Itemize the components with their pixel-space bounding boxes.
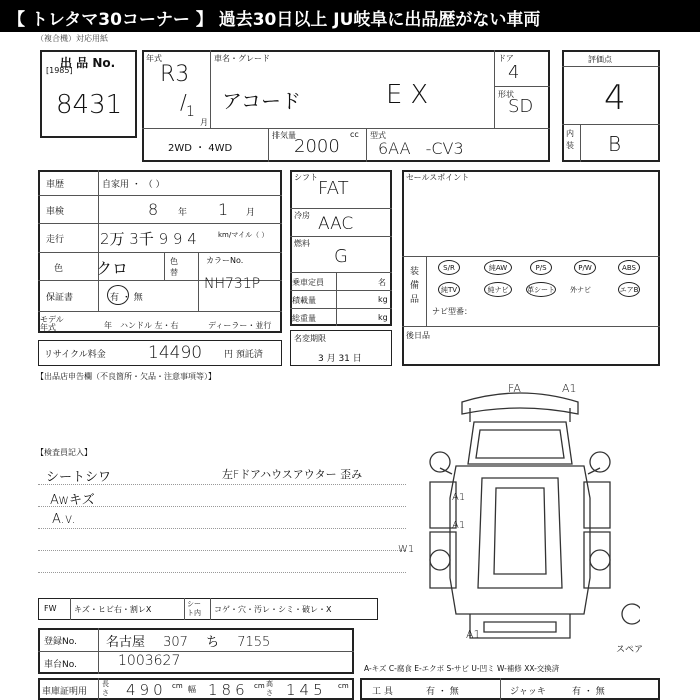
damage-mark-a1-left-1: A1: [452, 492, 466, 503]
model-label: 型式: [370, 131, 386, 140]
color-code-label: カラーNo.: [206, 256, 244, 265]
option-ext-navi: 外ナビ: [570, 286, 591, 294]
year-slash: /: [180, 90, 187, 114]
chassis-value: 1003627: [118, 653, 181, 669]
fw-items: キズ・ヒビ右・割レX: [74, 605, 152, 614]
warranty-value: 有 ・ 無: [110, 293, 143, 303]
recycle-label: リサイクル料金: [44, 350, 106, 360]
drive-type: 2WD ・ 4WD: [168, 143, 233, 154]
lot-number: 8431: [56, 90, 123, 120]
damage-mark-a1-rear: A1: [466, 628, 481, 641]
width-unit: cm: [254, 682, 265, 690]
inspection-month-unit: 月: [246, 208, 256, 218]
length-unit: cm: [172, 682, 183, 690]
ac-label: 冷房: [294, 211, 310, 220]
color-label: 色: [54, 264, 64, 274]
history-value: 自家用 ・ （ ）: [102, 180, 165, 190]
dealer-type: ディーラー・並行: [208, 321, 272, 330]
interior-label: 内装: [566, 129, 574, 150]
handle-side: ハンドル 左・右: [120, 321, 179, 330]
mileage-label: 走行: [46, 235, 65, 245]
fuel-value: G: [334, 246, 348, 267]
option-navi: 純ナビ: [484, 282, 512, 297]
height-unit: cm: [338, 682, 349, 690]
model-value: 6AA -CV3: [378, 139, 464, 158]
length-label: 長さ: [102, 680, 109, 697]
interior-value: B: [608, 132, 622, 156]
option-abs: ABS: [618, 260, 640, 275]
color-code-value: NH731P: [204, 276, 261, 292]
fuel-label: 燃料: [294, 239, 310, 248]
inspection-year-unit: 年: [178, 208, 188, 218]
name-change-value: 3 月 31 日: [318, 354, 362, 364]
option-leather: 革シート: [526, 282, 556, 297]
inspector-line2: Awキズ: [50, 493, 95, 508]
damage-mark-w1: W1: [398, 544, 415, 555]
mileage-unit: km/マイル（ ）: [218, 231, 269, 239]
width-label: 幅: [188, 685, 196, 694]
doors-value: 4: [508, 62, 520, 83]
history-label: 車歴: [46, 180, 65, 190]
year-label: 年式: [146, 54, 162, 63]
width-value: 186: [208, 681, 249, 699]
option-ps: P/S: [530, 260, 552, 275]
shift-label: シフト: [294, 173, 318, 182]
displacement-label: 排気量: [272, 131, 296, 140]
option-pw: P/W: [574, 260, 596, 275]
fw-label: FW: [44, 604, 57, 613]
weight-label: 総重量: [292, 314, 316, 323]
model-year-label: モデル年式: [40, 315, 64, 332]
name-change-label: 名変期限: [294, 334, 326, 343]
form-subtitle: （複合機）対応用紙: [36, 34, 108, 43]
score-label: 評価点: [588, 55, 612, 64]
load-unit: kg: [378, 295, 388, 304]
jack-label: ジャッキ: [510, 687, 546, 697]
option-sunroof: S/R: [438, 260, 460, 275]
car-diagram: [400, 378, 640, 658]
year-value: R3: [160, 62, 190, 87]
doors-label: ドア: [498, 54, 514, 63]
header-title: 【 トレタマ30コーナー 】 過去30日以上 JU岐阜に出品歴がない車両: [8, 10, 541, 30]
month-value: 1: [186, 104, 195, 120]
sales-point-label: セールスポイント: [406, 173, 470, 182]
inspector-line3: A.v.: [52, 512, 76, 527]
body-label: 形状: [498, 90, 514, 99]
recycle-value: 14490: [148, 343, 203, 363]
spare-label: スペア: [616, 645, 644, 655]
inspector-label: 【検査員記入】: [36, 448, 92, 457]
seller-label: 【出品店申告欄（不良箇所・欠品・注意事項等）】: [36, 372, 216, 381]
reg-label: 登録No.: [44, 637, 77, 647]
shift-value: FAT: [318, 178, 349, 199]
seat-label: シート内: [187, 600, 201, 617]
inspection-label: 車検: [46, 207, 65, 217]
capacity-unit: 名: [378, 278, 386, 287]
ac-value: AAC: [318, 214, 354, 234]
model-year-unit: 年: [104, 321, 112, 330]
codes-legend: A-キズ C-腐食 E-エクボ S-サビ U-凹ミ W-補修 XX-交換済: [364, 664, 560, 673]
car-grade: EX: [386, 80, 437, 110]
weight-unit: kg: [378, 313, 388, 322]
reg-value: 名古屋 307 ち 7155: [106, 635, 271, 650]
inspector-line1-right: 左Fドアハウスアウター 歪み: [222, 468, 363, 481]
name-label: 車名・グレード: [214, 54, 270, 63]
inspector-line1: シートシワ: [46, 470, 112, 485]
color-value: クロ: [96, 259, 129, 278]
body-value: SD: [508, 96, 534, 117]
capacity-label: 乗車定員: [292, 278, 324, 287]
lot-code: [1985]: [46, 66, 73, 75]
jack-value: 有 ・ 無: [572, 687, 605, 697]
damage-mark-a1-left-2: A1: [452, 520, 466, 531]
displacement-value: 2000: [294, 136, 340, 157]
lot-label: 出 品 No.: [60, 56, 116, 70]
seat-items: コゲ・穴・汚レ・シミ・破レ・X: [214, 605, 332, 614]
option-tv: 純TV: [438, 282, 460, 297]
inspection-month: 1: [218, 200, 229, 219]
damage-mark-a1-top: A1: [562, 382, 577, 395]
month-unit: 月: [200, 118, 208, 127]
car-name: アコード: [222, 89, 301, 113]
cert-label: 車庫証明用: [42, 687, 88, 697]
navi-label: ナビ型番：: [432, 307, 472, 316]
height-value: 145: [286, 681, 327, 699]
chassis-label: 車台No.: [44, 660, 77, 670]
equipment-label: 装備品: [410, 267, 420, 305]
color-change: 色替: [170, 257, 178, 277]
damage-mark-fa: FA: [508, 382, 521, 395]
height-label: 高さ: [266, 680, 273, 697]
option-aw: 純AW: [484, 260, 512, 275]
score-value: 4: [604, 78, 626, 118]
inspection-year: 8: [148, 200, 159, 219]
tools-label: 工 具: [372, 687, 393, 697]
warranty-label: 保証書: [46, 293, 74, 303]
recycle-unit: 円 預託済: [224, 350, 263, 360]
cc-unit: cc: [350, 130, 359, 139]
notes-label: 後日品: [406, 331, 430, 340]
tools-value: 有 ・ 無: [426, 687, 459, 697]
length-value: 490: [126, 681, 167, 699]
load-label: 積載量: [292, 296, 316, 305]
option-airbag: エアB: [618, 282, 640, 297]
warranty-circle: [107, 285, 129, 305]
mileage-value: 2万 3千 9 9 4: [100, 230, 197, 248]
